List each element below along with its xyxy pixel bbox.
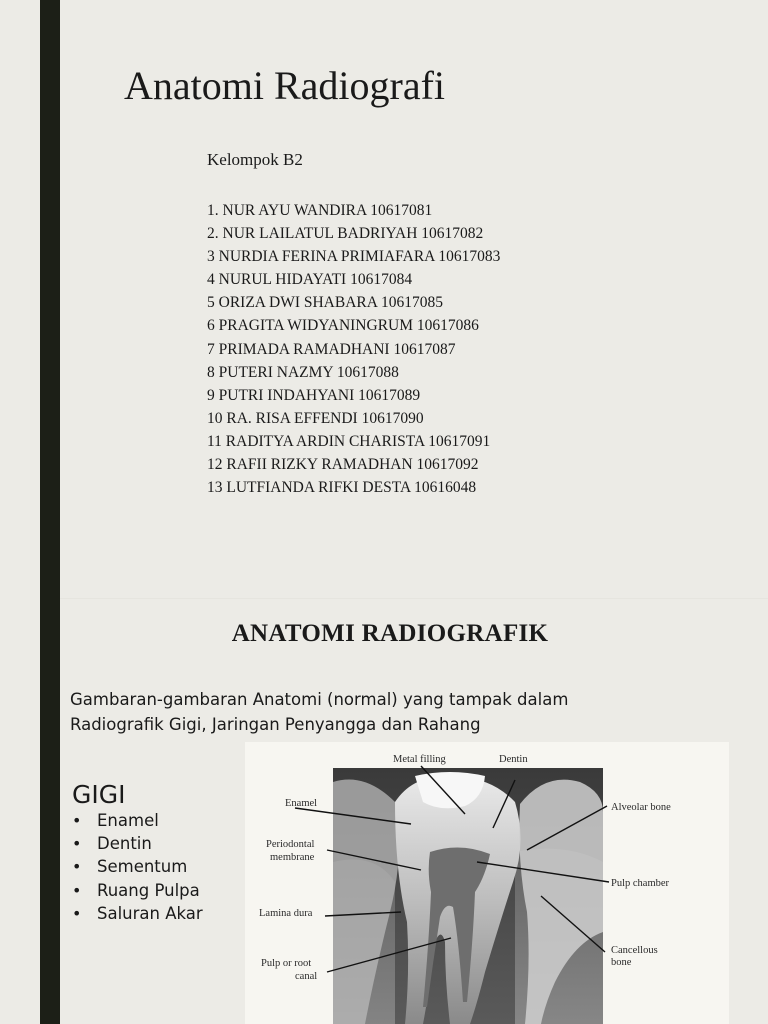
gigi-item-label: Enamel <box>97 811 159 830</box>
member-item: 13 LUTFIANDA RIFKI DESTA 10616048 <box>207 479 477 497</box>
member-item: 6 PRAGITA WIDYANINGRUM 10617086 <box>207 317 479 335</box>
label-metal-filling: Metal filling <box>393 754 446 765</box>
member-item: 2. NUR LAILATUL BADRIYAH 10617082 <box>207 225 484 243</box>
member-item: 4 NURUL HIDAYATI 10617084 <box>207 271 413 289</box>
gigi-item-label: Saluran Akar <box>97 903 203 923</box>
bullet-icon: • <box>72 811 82 830</box>
gigi-heading: GIGI <box>72 780 126 809</box>
member-item: 5 ORIZA DWI SHABARA 10617085 <box>207 294 443 312</box>
member-list <box>207 199 500 499</box>
label-dentin: Dentin <box>499 754 528 765</box>
intro-text <box>70 687 630 737</box>
gigi-item <box>72 879 203 902</box>
gigi-item-label: Ruang Pulpa <box>97 880 200 900</box>
label-pulp-chamber: Pulp chamber <box>611 878 670 889</box>
bullet-icon: • <box>72 903 82 923</box>
bullet-icon: • <box>72 880 82 900</box>
member-item: 12 RAFII RIZKY RAMADHAN 10617092 <box>207 456 479 474</box>
member-item: 1. NUR AYU WANDIRA 10617081 <box>207 202 433 219</box>
label-canal: canal <box>295 971 318 982</box>
gigi-item <box>72 809 203 832</box>
dental-radiograph-figure <box>245 742 729 1024</box>
member-item: 11 RADITYA ARDIN CHARISTA 10617091 <box>207 432 491 450</box>
bullet-icon: • <box>72 834 82 854</box>
gigi-list <box>72 809 203 925</box>
label-cancellous: Cancellous <box>611 945 658 956</box>
label-enamel: Enamel <box>285 798 318 809</box>
section-title: ANATOMI RADIOGRAFIK <box>231 620 549 647</box>
member-item: 7 PRIMADA RAMADHANI 10617087 <box>207 340 456 358</box>
group-name: Kelompok B2 <box>207 150 303 169</box>
member-item: 10 RA. RISA EFFENDI 10617090 <box>207 409 424 427</box>
gigi-item-label: Dentin <box>97 834 152 854</box>
gigi-item-label: Sementum <box>97 857 188 877</box>
label-periodontal: Periodontal <box>266 839 315 850</box>
intro-line: Gambaran-gambaran Anatomi (normal) yang tampak dalam <box>70 690 569 709</box>
gigi-item <box>72 832 203 855</box>
member-item: 3 NURDIA FERINA PRIMIAFARA 10617083 <box>207 248 501 266</box>
label-lamina-dura: Lamina dura <box>259 908 313 919</box>
member-item: 9 PUTRI INDAHYANI 10617089 <box>207 386 421 404</box>
label-pulp-root: Pulp or root <box>261 958 312 969</box>
label-membrane: membrane <box>270 852 315 863</box>
gigi-item <box>72 855 203 878</box>
bullet-icon: • <box>72 857 82 877</box>
left-accent-bar <box>40 0 60 1024</box>
slide-divider <box>60 598 768 599</box>
member-item: 8 PUTERI NAZMY 10617088 <box>207 363 399 381</box>
radiograph-svg <box>245 742 729 1024</box>
slide-title: Anatomi Radiografi <box>124 63 446 108</box>
label-bone: bone <box>611 957 632 968</box>
gigi-item <box>72 902 203 925</box>
label-alveolar-bone: Alveolar bone <box>611 802 671 813</box>
intro-line: Radiografik Gigi, Jaringan Penyangga dan Rahang <box>70 715 481 734</box>
